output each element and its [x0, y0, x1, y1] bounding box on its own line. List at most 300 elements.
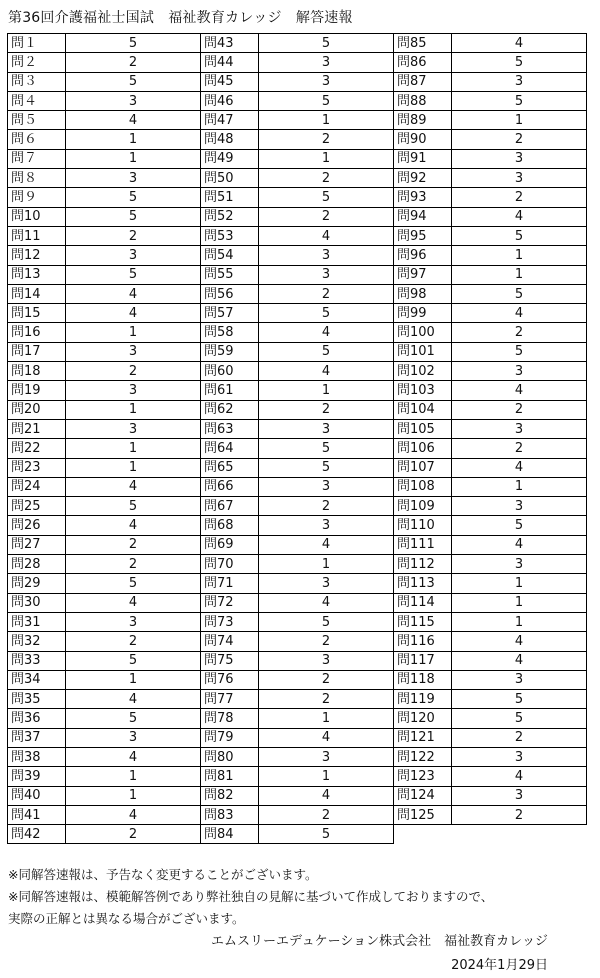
question-number: 問103 [394, 381, 452, 400]
answer-value: 1 [452, 593, 587, 612]
answer-value: 1 [66, 130, 201, 149]
answer-value: 4 [259, 593, 394, 612]
answer-value: 5 [452, 53, 587, 72]
table-row [8, 728, 587, 747]
answer-value: 4 [452, 381, 587, 400]
answer-value: 5 [259, 342, 394, 361]
answer-value: 1 [66, 439, 201, 458]
question-number: 問39 [8, 767, 66, 786]
answer-value: 5 [452, 709, 587, 728]
note-line: ※同解答速報は、模範解答例であり弊社独自の見解に基づいて作成しておりますので、 [8, 889, 494, 904]
answer-value: 1 [259, 555, 394, 574]
question-number: 問119 [394, 690, 452, 709]
table-row [8, 786, 587, 805]
question-number: 問80 [201, 747, 259, 766]
answer-value: 3 [66, 342, 201, 361]
answer-value: 1 [452, 265, 587, 284]
table-row [8, 670, 587, 689]
answer-value: 1 [259, 149, 394, 168]
question-number: 問114 [394, 593, 452, 612]
table-row [8, 535, 587, 554]
answer-value: 5 [66, 72, 201, 91]
question-number: 問64 [201, 439, 259, 458]
question-number: 問82 [201, 786, 259, 805]
question-number: 問98 [394, 284, 452, 303]
answer-value: 5 [259, 825, 394, 844]
table-row [8, 169, 587, 188]
answer-value: 2 [452, 439, 587, 458]
question-number: 問84 [201, 825, 259, 844]
note-line: 実際の正解とは異なる場合がございます。 [8, 911, 245, 926]
question-number: 問67 [201, 497, 259, 516]
answer-value: 4 [452, 632, 587, 651]
answer-value: 4 [452, 207, 587, 226]
table-row [8, 323, 587, 342]
question-number: 問42 [8, 825, 66, 844]
question-number: 問83 [201, 805, 259, 824]
answer-value: 2 [452, 400, 587, 419]
answer-value: 1 [259, 709, 394, 728]
answer-value: 1 [259, 381, 394, 400]
answer-value: 5 [452, 226, 587, 245]
question-number: 問86 [394, 53, 452, 72]
question-number: 問10 [8, 207, 66, 226]
question-number: 問73 [201, 612, 259, 631]
answer-value: 5 [66, 188, 201, 207]
answer-value: 3 [452, 670, 587, 689]
question-number: 問37 [8, 728, 66, 747]
question-number: 問115 [394, 612, 452, 631]
table-row [8, 207, 587, 226]
question-number: 問92 [394, 169, 452, 188]
answer-value: 3 [66, 612, 201, 631]
table-row [8, 304, 587, 323]
question-number: 問40 [8, 786, 66, 805]
question-number: 問31 [8, 612, 66, 631]
table-row [8, 767, 587, 786]
empty-cell [394, 825, 452, 844]
question-number: 問70 [201, 555, 259, 574]
question-number: 問81 [201, 767, 259, 786]
table-row [8, 72, 587, 91]
question-number: 問101 [394, 342, 452, 361]
answer-value: 1 [452, 477, 587, 496]
table-row [8, 362, 587, 381]
question-number: 問60 [201, 362, 259, 381]
table-row [8, 265, 587, 284]
answer-value: 2 [259, 169, 394, 188]
table-row [8, 381, 587, 400]
question-number: 問24 [8, 477, 66, 496]
table-row [8, 497, 587, 516]
answer-value: 5 [66, 574, 201, 593]
table-row [8, 149, 587, 168]
question-number: 問57 [201, 304, 259, 323]
table-row [8, 342, 587, 361]
answer-value: 5 [452, 690, 587, 709]
question-number: 問108 [394, 477, 452, 496]
table-row [8, 91, 587, 110]
table-row [8, 458, 587, 477]
question-number: 問30 [8, 593, 66, 612]
question-number: 問55 [201, 265, 259, 284]
answer-value: 4 [66, 593, 201, 612]
table-row [8, 188, 587, 207]
question-number: 問26 [8, 516, 66, 535]
answer-value: 4 [259, 786, 394, 805]
question-number: 問32 [8, 632, 66, 651]
answer-value: 4 [66, 805, 201, 824]
table-row [8, 825, 587, 844]
answer-value: 4 [259, 362, 394, 381]
question-number: 問120 [394, 709, 452, 728]
question-number: 問78 [201, 709, 259, 728]
answer-value: 5 [66, 709, 201, 728]
answer-value: 3 [259, 651, 394, 670]
question-number: 問８ [8, 169, 66, 188]
answer-value: 4 [452, 767, 587, 786]
question-number: 問28 [8, 555, 66, 574]
answer-value: 2 [66, 632, 201, 651]
question-number: 問62 [201, 400, 259, 419]
question-number: 問79 [201, 728, 259, 747]
answer-value: 4 [66, 516, 201, 535]
question-number: 問104 [394, 400, 452, 419]
question-number: 問113 [394, 574, 452, 593]
answer-value: 4 [66, 747, 201, 766]
question-number: 問72 [201, 593, 259, 612]
answer-value: 3 [259, 265, 394, 284]
question-number: 問21 [8, 419, 66, 438]
question-number: 問109 [394, 497, 452, 516]
question-number: 問54 [201, 246, 259, 265]
question-number: 問20 [8, 400, 66, 419]
answer-value: 4 [452, 535, 587, 554]
question-number: 問95 [394, 226, 452, 245]
answer-value: 2 [259, 670, 394, 689]
answer-value: 4 [452, 458, 587, 477]
answer-value: 4 [259, 535, 394, 554]
answer-value: 3 [452, 555, 587, 574]
answer-value: 3 [66, 169, 201, 188]
answer-value: 5 [66, 651, 201, 670]
note-line: ※同解答速報は、予告なく変更することがございます。 [8, 867, 318, 882]
answer-value: 4 [452, 651, 587, 670]
answer-value: 5 [259, 439, 394, 458]
question-number: 問27 [8, 535, 66, 554]
empty-cell [452, 825, 587, 844]
answer-value: 4 [452, 304, 587, 323]
answer-value: 2 [452, 728, 587, 747]
answer-value: 1 [66, 670, 201, 689]
question-number: 問121 [394, 728, 452, 747]
answer-value: 2 [66, 53, 201, 72]
question-number: 問100 [394, 323, 452, 342]
question-number: 問51 [201, 188, 259, 207]
question-number: 問７ [8, 149, 66, 168]
question-number: 問88 [394, 91, 452, 110]
answer-value: 2 [259, 284, 394, 303]
table-row [8, 477, 587, 496]
answer-value: 3 [66, 728, 201, 747]
question-number: 問34 [8, 670, 66, 689]
question-number: 問97 [394, 265, 452, 284]
question-number: 問90 [394, 130, 452, 149]
answer-value: 1 [66, 149, 201, 168]
answer-value: 4 [66, 111, 201, 130]
question-number: 問16 [8, 323, 66, 342]
question-number: 問61 [201, 381, 259, 400]
table-row [8, 805, 587, 824]
answer-value: 5 [66, 207, 201, 226]
question-number: 問43 [201, 34, 259, 53]
table-row [8, 246, 587, 265]
answer-value: 5 [259, 304, 394, 323]
question-number: 問22 [8, 439, 66, 458]
answer-value: 4 [259, 728, 394, 747]
question-number: 問91 [394, 149, 452, 168]
answer-value: 1 [66, 458, 201, 477]
question-number: 問122 [394, 747, 452, 766]
answer-value: 5 [259, 612, 394, 631]
question-number: 問75 [201, 651, 259, 670]
question-number: 問59 [201, 342, 259, 361]
notes [8, 864, 593, 930]
answer-value: 3 [452, 72, 587, 91]
answer-value: 4 [66, 477, 201, 496]
answer-value: 3 [259, 747, 394, 766]
answer-value: 2 [259, 632, 394, 651]
table-row [8, 439, 587, 458]
question-number: 問124 [394, 786, 452, 805]
answer-value: 3 [452, 419, 587, 438]
question-number: 問74 [201, 632, 259, 651]
answer-value: 2 [66, 226, 201, 245]
question-number: 問53 [201, 226, 259, 245]
answer-table [7, 33, 587, 844]
question-number: 問１ [8, 34, 66, 53]
question-number: 問５ [8, 111, 66, 130]
answer-value: 1 [66, 400, 201, 419]
answer-value: 2 [259, 690, 394, 709]
answer-value: 2 [259, 400, 394, 419]
answer-value: 5 [259, 188, 394, 207]
answer-value: 3 [452, 149, 587, 168]
answer-value: 3 [259, 516, 394, 535]
question-number: 問47 [201, 111, 259, 130]
answer-value: 3 [259, 419, 394, 438]
question-number: 問89 [394, 111, 452, 130]
answer-value: 2 [66, 555, 201, 574]
table-row [8, 516, 587, 535]
answer-value: 1 [452, 111, 587, 130]
question-number: 問15 [8, 304, 66, 323]
answer-value: 4 [452, 34, 587, 53]
question-number: 問117 [394, 651, 452, 670]
table-row [8, 747, 587, 766]
table-row [8, 574, 587, 593]
table-row [8, 651, 587, 670]
question-number: 問105 [394, 419, 452, 438]
question-number: 問46 [201, 91, 259, 110]
answer-value: 3 [452, 497, 587, 516]
question-number: 問76 [201, 670, 259, 689]
question-number: 問94 [394, 207, 452, 226]
question-number: 問87 [394, 72, 452, 91]
table-row [8, 690, 587, 709]
question-number: 問49 [201, 149, 259, 168]
question-number: 問110 [394, 516, 452, 535]
answer-value: 4 [66, 284, 201, 303]
table-row [8, 555, 587, 574]
question-number: 問33 [8, 651, 66, 670]
answer-value: 1 [452, 246, 587, 265]
question-number: 問123 [394, 767, 452, 786]
answer-value: 1 [452, 612, 587, 631]
question-number: 問93 [394, 188, 452, 207]
answer-value: 3 [452, 169, 587, 188]
answer-value: 1 [66, 786, 201, 805]
table-row [8, 226, 587, 245]
answer-value: 1 [259, 767, 394, 786]
question-number: 問125 [394, 805, 452, 824]
question-number: 問65 [201, 458, 259, 477]
question-number: 問６ [8, 130, 66, 149]
answer-value: 5 [259, 34, 394, 53]
answer-value: 3 [259, 53, 394, 72]
answer-value: 5 [452, 91, 587, 110]
answer-value: 3 [452, 362, 587, 381]
question-number: 問102 [394, 362, 452, 381]
page-title: 第36回介護福祉士国試 福祉教育カレッジ 解答速報 [8, 10, 353, 26]
answer-value: 2 [259, 130, 394, 149]
answer-value: 1 [452, 574, 587, 593]
question-number: 問19 [8, 381, 66, 400]
question-number: 問112 [394, 555, 452, 574]
answer-value: 2 [452, 188, 587, 207]
answer-value: 5 [452, 516, 587, 535]
question-number: 問13 [8, 265, 66, 284]
answer-value: 1 [66, 767, 201, 786]
answer-value: 2 [66, 362, 201, 381]
answer-value: 1 [259, 111, 394, 130]
answer-value: 5 [66, 265, 201, 284]
table-row [8, 632, 587, 651]
table-row [8, 53, 587, 72]
question-number: 問106 [394, 439, 452, 458]
question-number: 問36 [8, 709, 66, 728]
question-number: 問17 [8, 342, 66, 361]
question-number: 問29 [8, 574, 66, 593]
question-number: 問23 [8, 458, 66, 477]
answer-value: 4 [259, 323, 394, 342]
question-number: 問99 [394, 304, 452, 323]
answer-value: 3 [66, 246, 201, 265]
question-number: 問107 [394, 458, 452, 477]
answer-value: 5 [452, 342, 587, 361]
question-number: 問14 [8, 284, 66, 303]
answer-value: 2 [452, 323, 587, 342]
answer-value: 3 [66, 381, 201, 400]
answer-value: 3 [259, 574, 394, 593]
table-row [8, 709, 587, 728]
answer-value: 4 [259, 226, 394, 245]
answer-value: 4 [66, 304, 201, 323]
answer-value: 2 [452, 130, 587, 149]
question-number: 問18 [8, 362, 66, 381]
answer-value: 5 [259, 91, 394, 110]
question-number: 問63 [201, 419, 259, 438]
table-row [8, 593, 587, 612]
answer-value: 5 [259, 458, 394, 477]
question-number: 問２ [8, 53, 66, 72]
question-number: 問50 [201, 169, 259, 188]
question-number: 問35 [8, 690, 66, 709]
publish-date: 2024年1月29日 [451, 958, 548, 973]
answer-value: 3 [452, 786, 587, 805]
answer-value: 4 [66, 690, 201, 709]
question-number: 問118 [394, 670, 452, 689]
question-number: 問66 [201, 477, 259, 496]
answer-value: 3 [452, 747, 587, 766]
question-number: 問38 [8, 747, 66, 766]
question-number: 問52 [201, 207, 259, 226]
question-number: 問116 [394, 632, 452, 651]
question-number: 問111 [394, 535, 452, 554]
answer-value: 2 [66, 825, 201, 844]
table-row [8, 34, 587, 53]
question-number: 問３ [8, 72, 66, 91]
question-number: 問４ [8, 91, 66, 110]
table-row [8, 612, 587, 631]
answer-value: 5 [66, 34, 201, 53]
question-number: 問41 [8, 805, 66, 824]
answer-value: 1 [66, 323, 201, 342]
question-number: 問48 [201, 130, 259, 149]
answer-value: 2 [452, 805, 587, 824]
table-row [8, 419, 587, 438]
answer-value: 2 [259, 805, 394, 824]
question-number: 問85 [394, 34, 452, 53]
question-number: 問68 [201, 516, 259, 535]
table-row [8, 400, 587, 419]
question-number: 問45 [201, 72, 259, 91]
question-number: 問71 [201, 574, 259, 593]
answer-value: 2 [259, 497, 394, 516]
answer-value: 2 [66, 535, 201, 554]
question-number: 問９ [8, 188, 66, 207]
question-number: 問58 [201, 323, 259, 342]
answer-value: 3 [66, 91, 201, 110]
question-number: 問96 [394, 246, 452, 265]
question-number: 問69 [201, 535, 259, 554]
answer-value: 3 [259, 246, 394, 265]
answer-value: 5 [452, 284, 587, 303]
question-number: 問25 [8, 497, 66, 516]
answer-value: 5 [66, 497, 201, 516]
answer-value: 3 [66, 419, 201, 438]
question-number: 問77 [201, 690, 259, 709]
question-number: 問44 [201, 53, 259, 72]
table-row [8, 284, 587, 303]
question-number: 問56 [201, 284, 259, 303]
company-name: エムスリーエデュケーション株式会社 福祉教育カレッジ [211, 934, 548, 949]
question-number: 問12 [8, 246, 66, 265]
question-number: 問11 [8, 226, 66, 245]
answer-value: 3 [259, 72, 394, 91]
answer-value: 3 [259, 477, 394, 496]
table-row [8, 130, 587, 149]
